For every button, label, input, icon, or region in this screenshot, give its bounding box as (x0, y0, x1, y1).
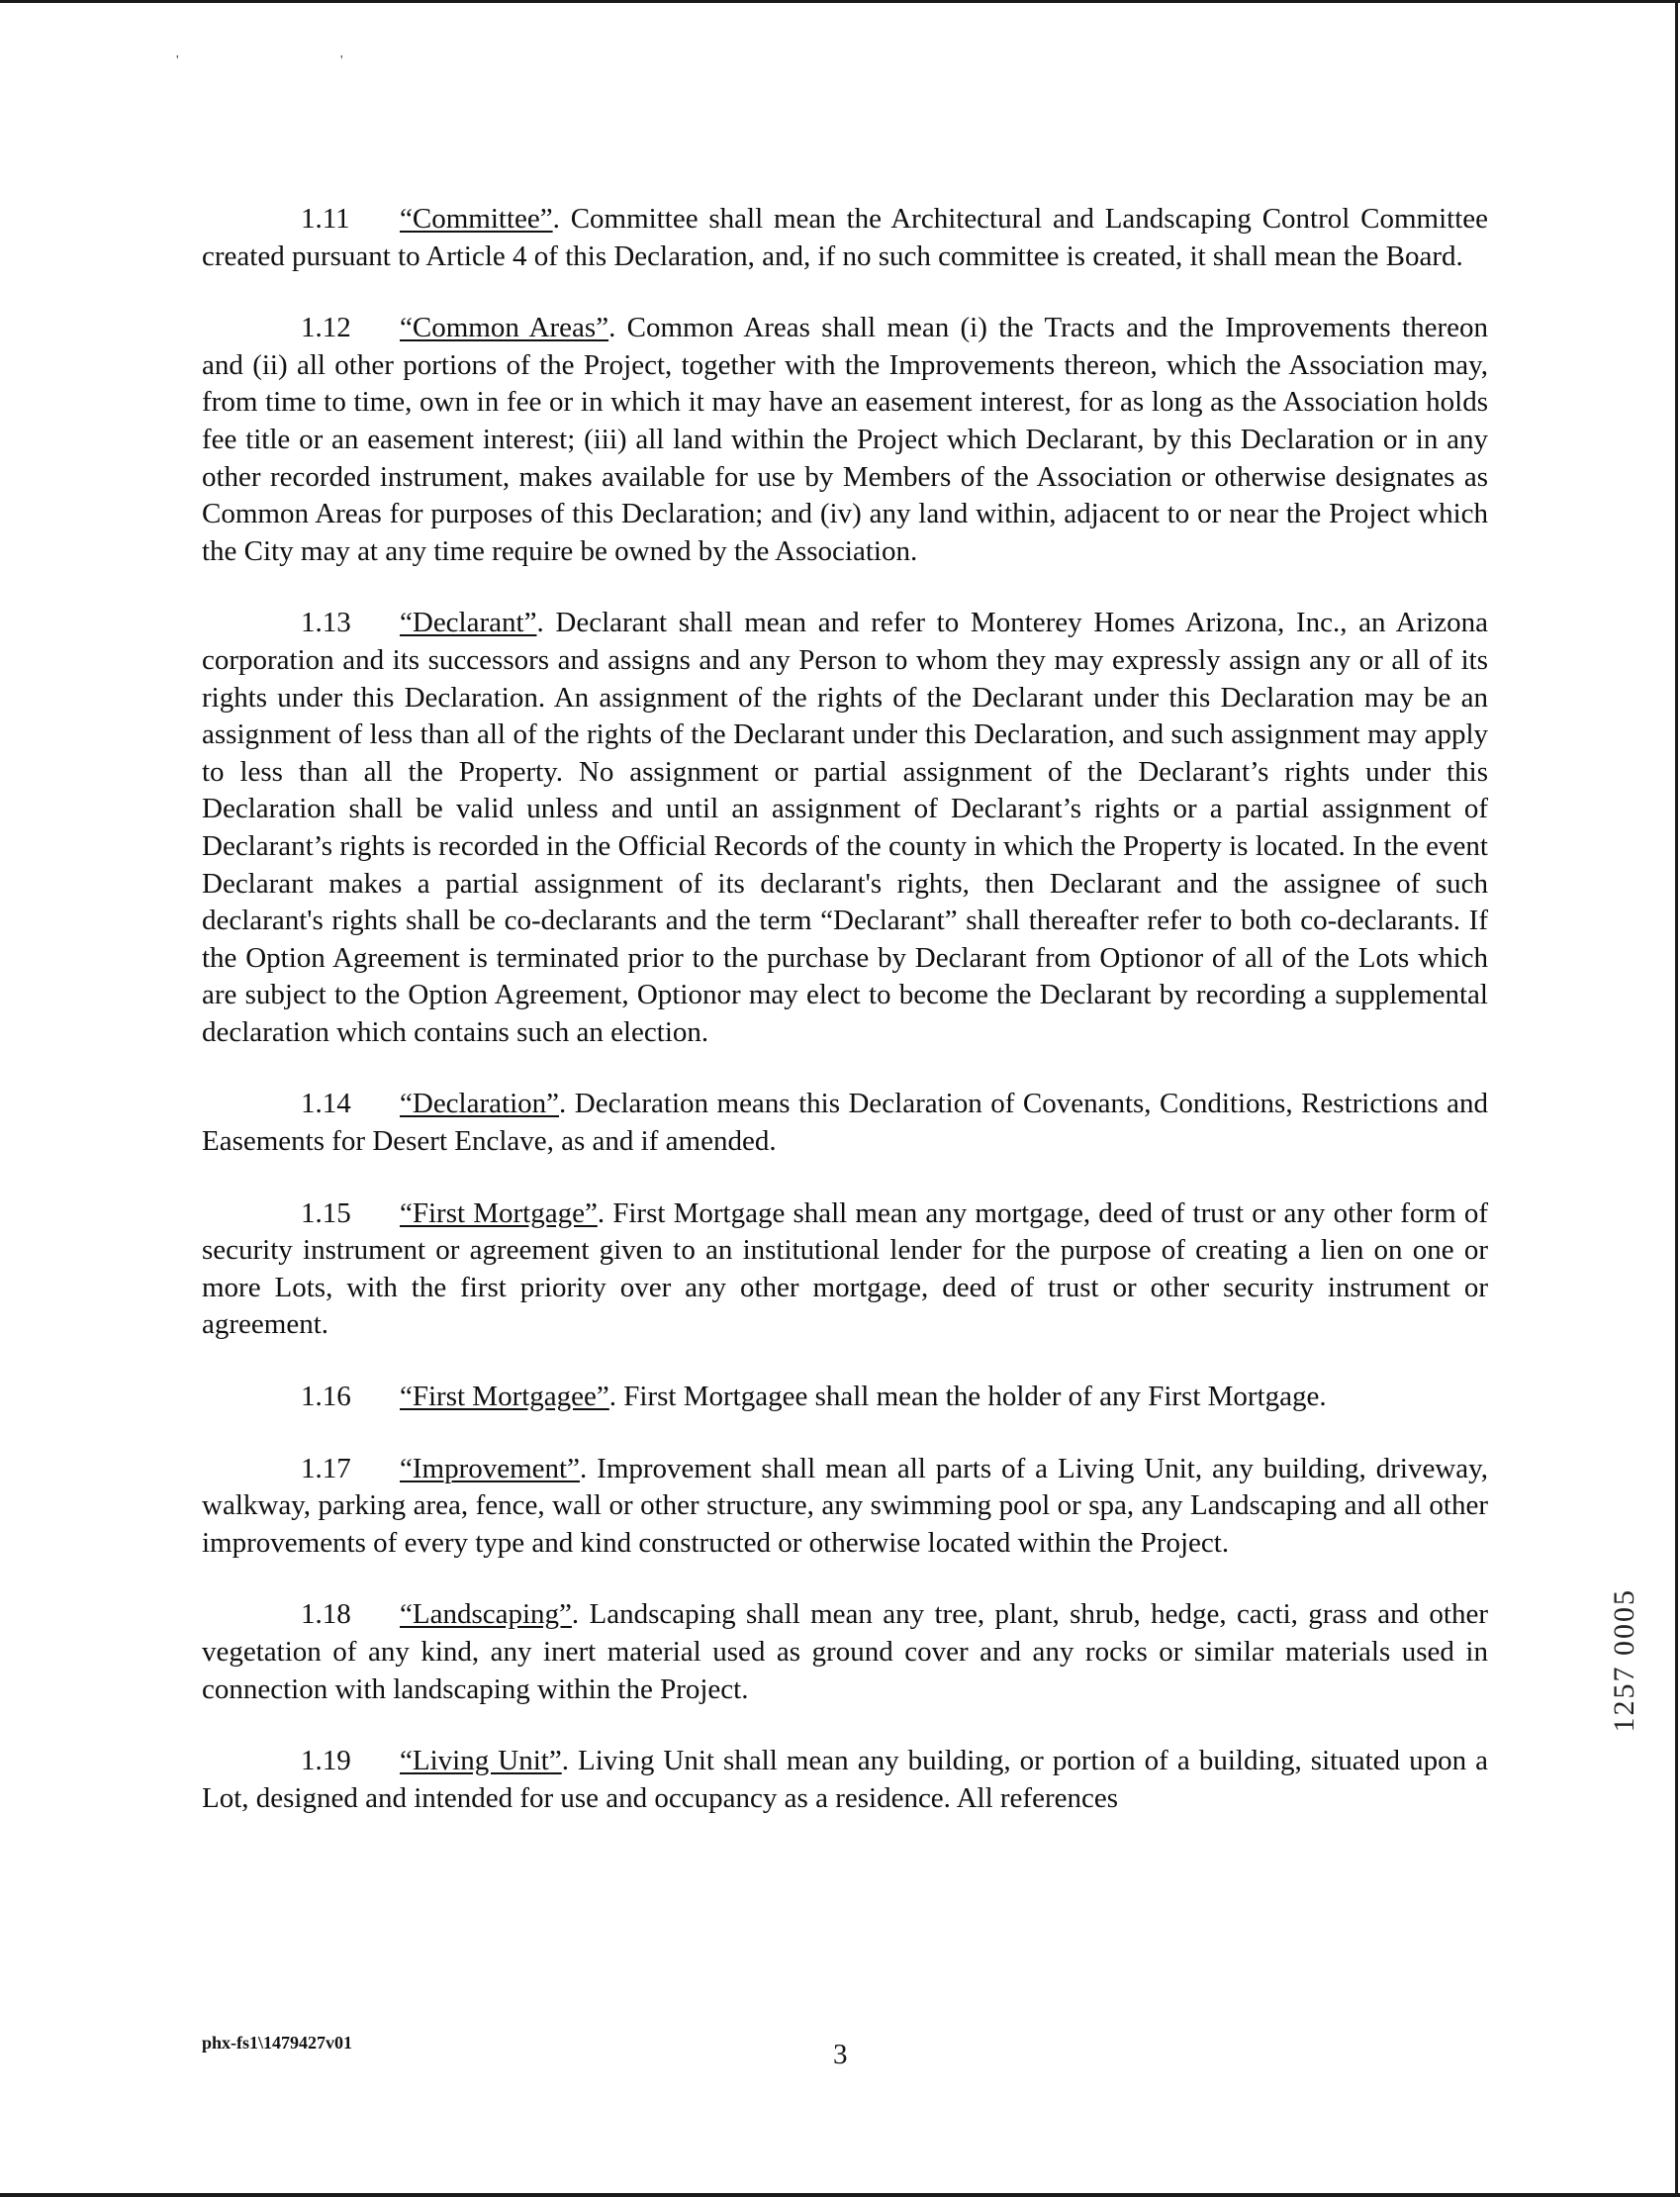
defined-term: “Living Unit” (400, 1745, 562, 1777)
document-id: phx-fs1\1479427v01 (202, 2033, 353, 2053)
bottom-border (0, 2193, 1680, 2197)
section-number: 1.11 (301, 203, 350, 235)
section-number: 1.12 (301, 312, 351, 344)
section-number: 1.17 (301, 1452, 351, 1484)
definition-text: . Improvement shall mean all parts of a Living Unit, any building, driveway, walkway, parking area, fence, wall or other structure, any swimming pool or spa, any Landscaping and all other improvements of every type and kind constructed or otherwise located within the Project. (202, 1452, 1488, 1559)
section-1-12 (202, 310, 1488, 570)
definition-text: . Common Areas shall mean (i) the Tracts and the Improvements thereon and (ii) all other portions of the Project, together with the Improvements thereon, which the Association may, from time to time, own in fee or in which it may have an easement interest, for as long as the Association holds fee title or an easement interest; (iii) all land within the Project which Declarant, by this Declaration or in any other recorded instrument, makes available for use by Members of the Association or otherwise designates as Common Areas for purposes of this Declaration; and (iv) any land within, adjacent to or near the Project which the City may at any time require be owned by the Association. (202, 312, 1488, 567)
section-1-13 (202, 605, 1488, 1051)
section-number: 1.18 (301, 1598, 351, 1631)
definition-text: . Landscaping shall mean any tree, plant, shrub, hedge, cacti, grass and other vegetation of any kind, any inert material used as ground cover and any rocks or similar materials used in connection with landscaping within the Project. (202, 1598, 1488, 1705)
section-1-16 (202, 1379, 1488, 1416)
section-1-11 (202, 201, 1488, 275)
defined-term: “Declarant” (400, 607, 537, 639)
document-body (202, 201, 1488, 1852)
section-1-18 (202, 1596, 1488, 1708)
section-1-19 (202, 1743, 1488, 1817)
section-1-15 (202, 1195, 1488, 1344)
section-number: 1.16 (301, 1381, 351, 1413)
section-number: 1.15 (301, 1196, 351, 1229)
top-border (0, 0, 1680, 3)
page-number: 3 (833, 2039, 848, 2070)
definition-text: . Committee shall mean the Architectural and Landscaping Control Committee created pursuant to Article 4 of this Declaration, and, if no such committee is created, it shall mean the Board. (202, 203, 1488, 272)
definition-text: . Declarant shall mean and refer to Monterey Homes Arizona, Inc., an Arizona corporation and its successors and assigns and any Person to whom they may expressly assign any or all of its rights under this Declaration. An assignment of the rights of the Declarant under this Declaration may be an assignment of less than all of the rights of the Declarant under this Declaration, and such assignment may apply to less than all the Property. No assignment or partial assignment of the Declarant’s rights under this Declaration shall be valid unless and until an assignment of Declarant’s rights or a partial assignment of Declarant’s rights is recorded in the Official Records of the county in which the Property is located. In the event Declarant makes a partial assignment of its declarant's rights, then Declarant and the assignee of such declarant's rights shall be co-declarants and the term “Declarant” shall thereafter refer to both co-declarants. If the Option Agreement is terminated prior to the purchase by Declarant from Optionor of all of the Lots which are subject to the Option Agreement, Optionor may elect to become the Declarant by recording a supplemental declaration which contains such an election. (202, 607, 1488, 1048)
defined-term: “Committee” (400, 203, 553, 235)
right-border (1675, 0, 1678, 2197)
recording-stamp: 1257 0005 (1608, 1588, 1640, 1733)
defined-term: “Improvement” (400, 1452, 580, 1484)
defined-term: “First Mortgagee” (400, 1381, 609, 1413)
section-1-14 (202, 1086, 1488, 1160)
scan-specks: ' ' (176, 53, 422, 68)
defined-term: “Landscaping” (400, 1598, 572, 1631)
section-number: 1.19 (301, 1745, 351, 1777)
defined-term: “Declaration” (400, 1088, 560, 1120)
section-number: 1.14 (301, 1088, 351, 1120)
section-number: 1.13 (301, 607, 351, 639)
definition-text: . Declaration means this Declaration of Covenants, Conditions, Restrictions and Easements for Desert Enclave, as and if amended. (202, 1088, 1488, 1158)
section-1-17 (202, 1451, 1488, 1563)
definition-text: . First Mortgagee shall mean the holder of any First Mortgage. (608, 1381, 1327, 1413)
definition-text: . First Mortgage shall mean any mortgage, deed of trust or any other form of security instrument or agreement given to an institutional lender for the purpose of creating a lien on one or more Lots, with the first priority over any other mortgage, deed of trust or other security instrument or agreement. (202, 1196, 1488, 1341)
defined-term: “Common Areas” (400, 312, 609, 344)
definition-text: . Living Unit shall mean any building, or portion of a building, situated upon a Lot, designed and intended for use and occupancy as a residence. All references (202, 1745, 1489, 1814)
defined-term: “First Mortgage” (400, 1196, 598, 1229)
